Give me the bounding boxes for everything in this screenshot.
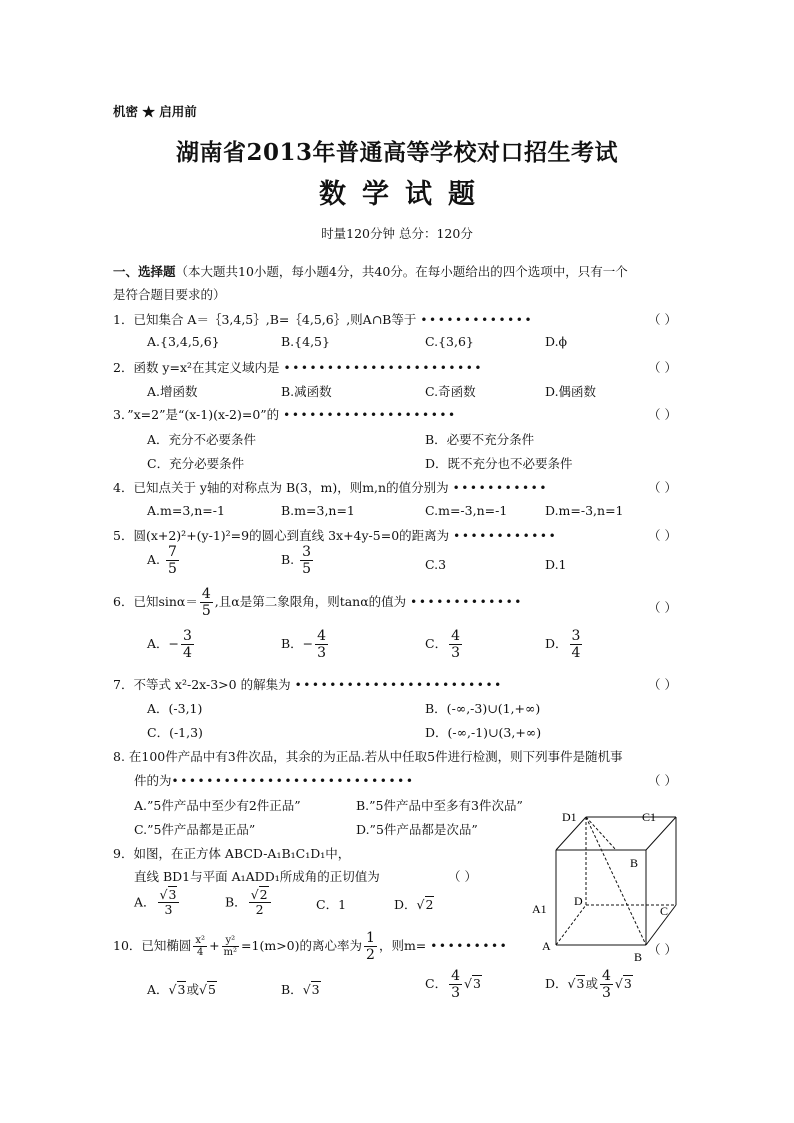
q10-c-r: 3: [472, 976, 481, 992]
answer-paren-3: （ ）: [648, 407, 677, 422]
q10-d-or: 或: [585, 976, 598, 992]
q5-b-prefix: B.: [281, 552, 295, 568]
q6-option-a: [147, 628, 196, 661]
q5-a-fraction: [166, 544, 179, 577]
q7-option-d: D．(-∞,-1)∪(3,+∞): [425, 725, 542, 740]
q2-option-b: B.减函数: [281, 384, 332, 399]
cube-label-c1: C1: [642, 810, 657, 824]
q6-c-fraction: [449, 628, 462, 661]
question-4-dots: •••••••••••: [452, 481, 549, 495]
q5-b-fraction: [300, 544, 313, 577]
q10-d-num: 4: [601, 968, 611, 984]
q4-option-c: C.m=-3,n=-1: [425, 503, 508, 518]
answer-paren-1: （ ）: [648, 312, 677, 327]
question-1-text: 1．已知集合 A＝｛3,4,5｝,B=｛4,5,6｝,则A∩B等于: [113, 312, 417, 327]
q10-d-prefix: D．: [545, 976, 568, 992]
q10-plus: +: [209, 938, 220, 954]
q5-a-den: 5: [168, 561, 177, 578]
q8-option-c: C.”5件产品都是正品”: [134, 822, 256, 837]
q9-a-prefix: A．: [134, 894, 156, 910]
cube-label-c: C: [660, 904, 669, 918]
q2-option-c: C.奇函数: [425, 384, 476, 399]
q10-c-fraction: [449, 968, 462, 1001]
q6-option-b: [281, 628, 330, 661]
q10-a-r1: 3: [177, 982, 186, 997]
section-title: 一、选择题: [113, 264, 176, 279]
q10-a-prefix: A．: [147, 982, 169, 997]
q10-d-fraction: [600, 968, 613, 1001]
q9-b-radicand: 2: [259, 887, 268, 902]
q1-option-d: D.ϕ: [545, 334, 568, 349]
section-heading: [113, 262, 628, 280]
q6-num: 4: [201, 586, 211, 602]
question-10-dots: •••••••••: [430, 939, 509, 954]
q5-b-den: 5: [302, 561, 312, 578]
q9-a-den: 3: [164, 902, 173, 918]
q6-c-num: 4: [451, 628, 460, 644]
q6-a-prefix: A．−: [147, 636, 180, 652]
cube-label-d: D: [574, 894, 583, 908]
q10-m2: m²: [223, 947, 238, 959]
q5-option-c: C.3: [425, 557, 447, 572]
question-9-line-2: 直线 BD1与平面 A₁ADD₁所成角的正切值为: [134, 869, 380, 884]
q5-a-num: 7: [168, 544, 177, 560]
question-6-dots: •••••••••••••: [410, 595, 523, 610]
q10-a-or: 或: [186, 982, 199, 997]
q4-option-d: D.m=-3,n=1: [545, 503, 624, 518]
question-5: [113, 526, 557, 544]
question-8-line-1: 8. 在100件产品中有3件次品，其余的为正品.若从中任取5件进行检测，则下列事件是随机事: [113, 749, 623, 764]
q9-option-d: D．√2: [394, 897, 434, 912]
q6-den: 5: [201, 603, 211, 620]
q6-d-fraction: [570, 628, 583, 661]
question-3-text: 3．”x=2”是“(x-1)(x-2)=0”的: [113, 407, 280, 422]
question-9-line-1: 9．如图，在正方体 ABCD-A₁B₁C₁D₁中，: [113, 846, 351, 861]
q10-half-num: 1: [366, 930, 375, 946]
question-8-dots: ••••••••••••••••••••••••••••: [171, 774, 415, 788]
q10-y2: y²: [222, 935, 240, 948]
q10-option-b: B．√3: [281, 982, 320, 997]
q6-c-den: 3: [451, 645, 460, 662]
q7-option-a: A．(-3,1): [147, 701, 203, 716]
question-7-dots: ••••••••••••••••••••••••: [294, 678, 503, 692]
q10-a-r2: 5: [207, 982, 216, 997]
q6-option-d: [545, 628, 584, 661]
question-8-line-2: [134, 771, 415, 789]
q9-a-radicand: 3: [168, 887, 177, 902]
question-1-dots: •••••••••••••: [420, 313, 534, 327]
q10-option-d: D．√3或 $\frac{4}{3}$ √3: [545, 968, 632, 1002]
question-3: [113, 405, 457, 423]
answer-paren-10: （ ）: [648, 942, 677, 957]
q6-c-prefix: C．: [425, 636, 448, 652]
confidential-label: 机密 ★ 启用前: [113, 104, 197, 119]
q9-b-den: 2: [255, 902, 264, 918]
q9-b-fraction: [249, 888, 271, 918]
q6-text-post: ,且α是第二象限角，则tanα的值为: [214, 594, 407, 610]
q4-option-a: A.m=3,n=-1: [147, 503, 225, 518]
q8-option-b: B.”5件产品中至多有3件次品”: [356, 798, 523, 813]
q2-option-a: A.增函数: [147, 384, 198, 399]
q7-option-c: C．(-1,3): [147, 725, 203, 740]
question-5-dots: ••••••••••••: [453, 529, 558, 543]
cube-label-a1: A1: [532, 902, 547, 916]
q10-four: 4: [197, 947, 204, 959]
question-1: [113, 310, 533, 328]
answer-paren-7: （ ）: [648, 677, 677, 692]
q9-option-b: [225, 888, 273, 918]
q5-option-b: [281, 544, 315, 577]
q6-b-prefix: B．−: [281, 636, 314, 652]
section-desc-2: 是符合题目要求的）: [113, 287, 226, 302]
q9-a-num: √3: [158, 888, 180, 903]
q10-text-post: ，则m=: [378, 938, 427, 954]
q3-option-b: B．必要不充分条件: [425, 432, 535, 447]
question-7: [113, 675, 503, 693]
q5-b-num: 3: [302, 544, 312, 560]
q9-option-c: C．1: [316, 897, 347, 912]
q7-option-b: B．(-∞,-3)∪(1,+∞): [425, 701, 541, 716]
q9-b-num: √2: [249, 888, 271, 903]
question-7-text: 7．不等式 x²-2x-3>0 的解集为: [113, 677, 291, 692]
q10-b-r: 3: [311, 982, 320, 997]
exam-subtitle: 数学试题: [319, 179, 491, 210]
question-10: [113, 930, 508, 963]
question-3-dots: ••••••••••••••••••••: [283, 408, 457, 422]
q6-a-num: 3: [183, 628, 192, 644]
q6-d-den: 4: [571, 645, 581, 662]
q10-d-r1: 3: [576, 976, 585, 992]
q3-option-c: C．充分必要条件: [147, 456, 245, 471]
q6-b-fraction: [315, 628, 328, 661]
q6-option-c: [425, 628, 464, 661]
q6-a-den: 4: [183, 645, 192, 662]
question-4-text: 4．已知点关于 y轴的对称点为 B(3，m)，则m,n的值分别为: [113, 480, 449, 495]
q4-option-b: B.m=3,n=1: [281, 503, 355, 518]
q8-option-a: A.”5件产品中至少有2件正品”: [134, 798, 301, 813]
question-6: [113, 586, 523, 619]
q6-b-num: 4: [317, 628, 327, 644]
answer-paren-5: （ ）: [648, 528, 677, 543]
answer-paren-6: （ ）: [648, 600, 677, 615]
q2-option-d: D.偶函数: [545, 384, 597, 399]
q10-b-prefix: B．: [281, 982, 303, 997]
cube-label-b: B: [634, 950, 643, 964]
q6-d-num: 3: [571, 628, 581, 644]
q3-option-a: A．充分不必要条件: [147, 432, 257, 447]
q3-option-d: D．既不充分也不必要条件: [425, 456, 573, 471]
q9-b-prefix: B．: [225, 894, 247, 910]
q9-option-a: [134, 888, 181, 918]
question-2-text: 2．函数 y=x²在其定义域内是: [113, 360, 280, 375]
q10-frac-y: [222, 935, 240, 959]
q10-frac-x: [193, 935, 207, 959]
answer-paren-2: （ ）: [648, 360, 677, 375]
cube-label-a: A: [542, 939, 551, 953]
q8-line2-text: 件的为: [134, 773, 172, 788]
answer-paren-9: （ ）: [448, 869, 477, 884]
q10-option-c: C． $\frac{4}{3}$ √3: [425, 968, 481, 1002]
q1-option-b: B.{4,5}: [281, 334, 330, 349]
question-5-text: 5．圆(x+2)²+(y-1)²=9的圆心到直线 3x+4y-5=0的距离为: [113, 528, 450, 543]
q9-d-radicand: 2: [425, 897, 434, 912]
q10-d-den: 3: [601, 985, 611, 1002]
q10-text-pre: 10．已知椭圆: [113, 938, 192, 954]
exam-title: 湖南省2013年普通高等学校对口招生考试: [175, 139, 618, 166]
q10-half-den: 2: [366, 947, 375, 964]
question-2: [113, 358, 483, 376]
cube-label-b1: B: [630, 856, 639, 870]
answer-paren-4: （ ）: [648, 480, 677, 495]
q10-text-mid: =1(m>0)的离心率为: [241, 938, 363, 954]
q1-option-a: A.{3,4,5,6}: [147, 334, 220, 349]
q6-fraction: [200, 586, 213, 619]
q9-d-prefix: D．: [394, 897, 417, 912]
q5-option-d: D.1: [545, 557, 567, 572]
q6-text-pre: 6．已知sinα＝: [113, 594, 198, 610]
q10-c-den: 3: [451, 985, 460, 1002]
q5-a-prefix: A.: [147, 552, 161, 568]
q6-a-fraction: [181, 628, 194, 661]
q1-option-c: C.{3,6}: [425, 334, 474, 349]
q10-option-a: A．√3或√5: [147, 982, 216, 997]
q10-c-prefix: C．: [425, 976, 448, 992]
q10-c-num: 4: [451, 968, 460, 984]
q10-frac-half: [364, 930, 377, 963]
q10-d-r2: 3: [623, 976, 632, 992]
answer-paren-8: （ ）: [648, 773, 677, 788]
q5-option-a: [147, 544, 181, 577]
q9-a-fraction: [158, 888, 180, 918]
question-2-dots: •••••••••••••••••••••••: [283, 361, 484, 375]
q8-option-d: D.”5件产品都是次品”: [356, 822, 478, 837]
q6-b-den: 3: [317, 645, 327, 662]
q6-d-prefix: D．: [545, 636, 568, 652]
exam-meta: 时量120分钟 总分：120分: [321, 226, 473, 241]
question-4: [113, 478, 548, 496]
cube-label-d1: D1: [562, 810, 577, 824]
q10-x2: x²: [195, 934, 206, 946]
section-desc-1: （本大题共10小题，每小题4分，共40分。在每小题给出的四个选项中，只有一个: [175, 264, 628, 279]
